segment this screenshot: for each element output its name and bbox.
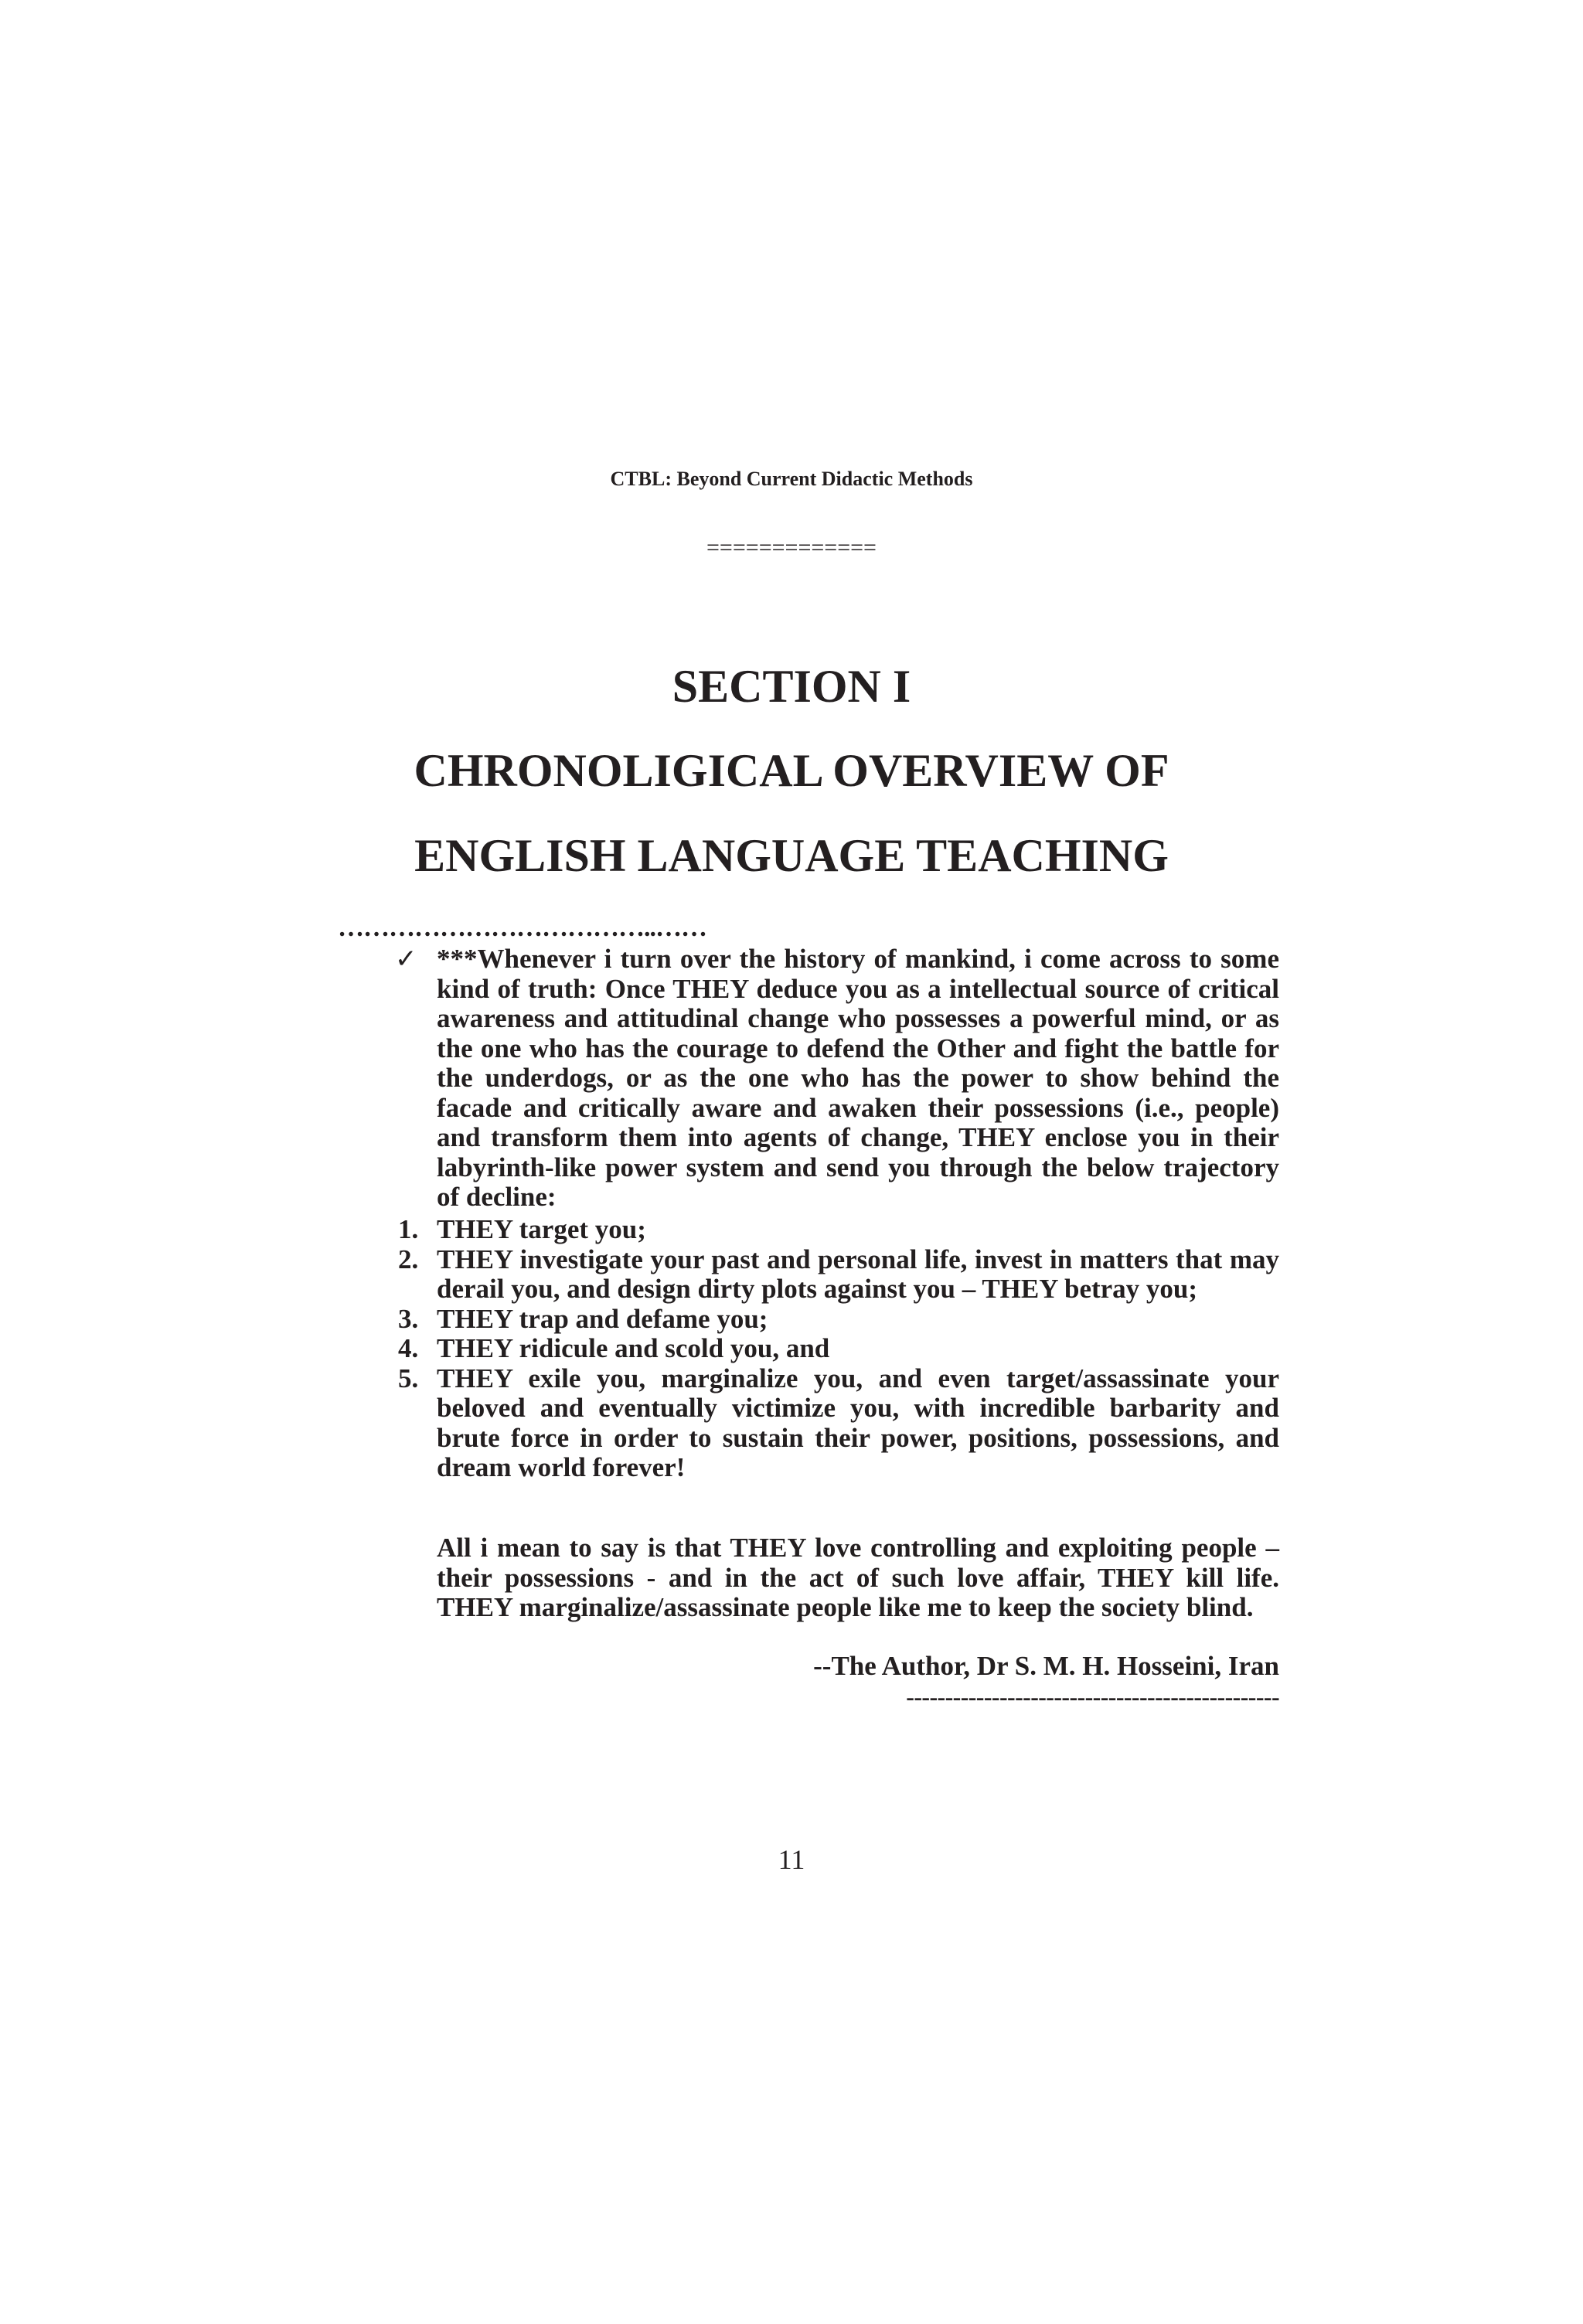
list-number: 3. [398, 1303, 419, 1334]
chapter-title-line-1: CHRONOLIGICAL OVERVIEW OF [414, 745, 1169, 796]
list-item [398, 1334, 1279, 1364]
list-item-text: THEY trap and defame you; [437, 1303, 768, 1334]
chapter-title-line-2: ENGLISH LANGUAGE TEACHING [414, 830, 1169, 881]
section-title: SECTION I [672, 661, 911, 712]
list-number: 2. [398, 1244, 419, 1274]
page-number: 11 [778, 1844, 805, 1875]
list-item [398, 1305, 1279, 1335]
closing-rule: ------------------------------------------------ [906, 1683, 1279, 1710]
list-item-text: THEY ridicule and scold you, and [437, 1333, 830, 1363]
list-item-text: THEY investigate your past and personal life, invest in matters that may derail you, and design dirty plots against you – THEY betray you; [437, 1244, 1279, 1304]
dotted-leader: ………………………………..…… [338, 914, 706, 942]
author-attribution: --The Author, Dr S. M. H. Hosseini, Iran [813, 1651, 1279, 1681]
list-number: 1. [398, 1214, 419, 1244]
epigraph-intro: ***Whenever i turn over the history of mankind, i come across to some kind of truth: Once THEY deduce you as a intellectual source of critical awareness and attitudinal change who possesses a powerful mind, or as the one who has the courage to defend the Other and fight the battle for the underdogs, or as the one who has the power to show behind the facade and critically aware and awaken their possessions (i.e., people) and transform them into agents of change, THEY enclose you in their labyrinth-like power system and send you through the below trajectory of decline: [437, 944, 1279, 1212]
running-header: CTBL: Beyond Current Didactic Methods [610, 468, 973, 490]
list-item-text: THEY exile you, marginalize you, and even target/assassinate your beloved and eventually victimize you, with incredible barbarity and brute force in order to sustain their power, positions, possessions, and dream world forever! [437, 1363, 1279, 1482]
list-item [398, 1364, 1279, 1483]
list-item-text: THEY target you; [437, 1214, 646, 1244]
list-number: 4. [398, 1333, 419, 1363]
header-separator: ============= [706, 535, 877, 560]
decline-trajectory-list [398, 1215, 1279, 1483]
list-item [398, 1215, 1279, 1245]
epigraph-conclusion: All i mean to say is that THEY love controlling and exploiting people – their possessions - and in the act of such love affair, THEY kill life. THEY marginalize/assassinate people like me to keep the society blind. [437, 1533, 1279, 1622]
list-item [398, 1245, 1279, 1305]
list-number: 5. [398, 1363, 419, 1393]
checkmark-icon: ✓ [395, 944, 417, 975]
